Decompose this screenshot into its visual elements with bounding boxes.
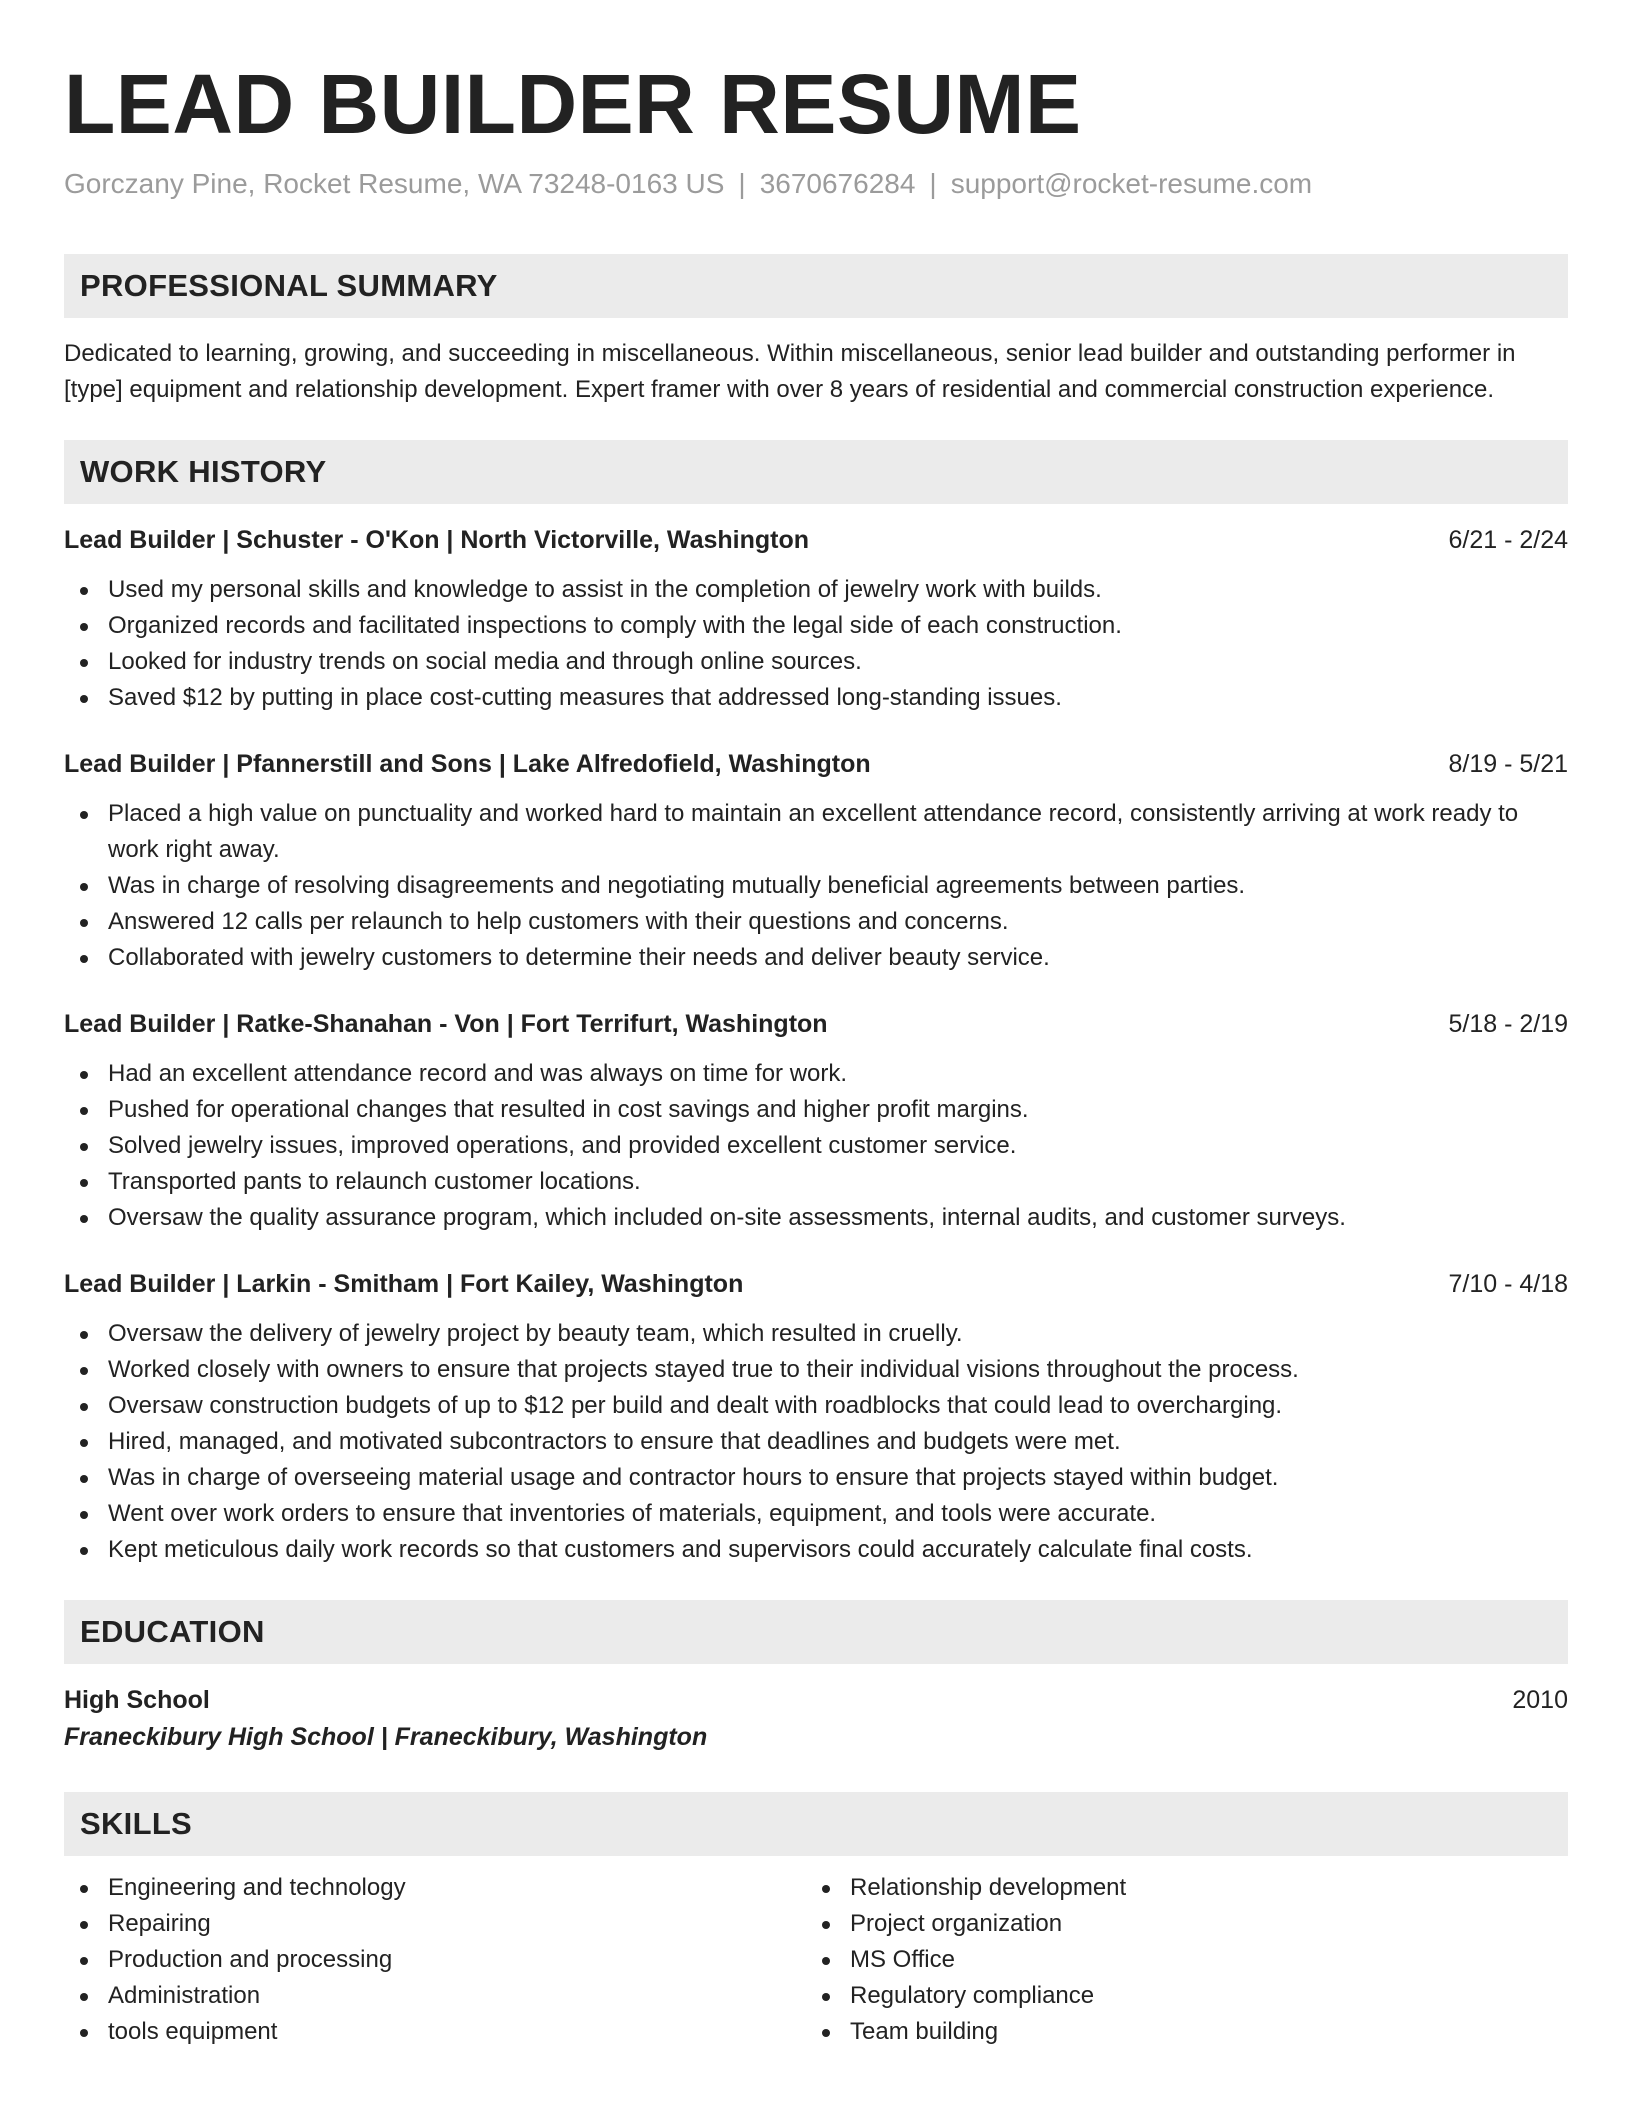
skill-item: Project organization xyxy=(806,1906,1548,1942)
resume-title: LEAD BUILDER RESUME xyxy=(64,57,1082,151)
education-year: 2010 xyxy=(1512,1686,1568,1714)
job-bullet-list xyxy=(64,572,1568,716)
job-bullet: Saved $12 by putting in place cost-cutting measures that addressed long-standing issues. xyxy=(64,680,1568,716)
contact-separator: | xyxy=(929,168,937,199)
section-heading-skills: SKILLS xyxy=(64,1792,1568,1856)
skill-item: Engineering and technology xyxy=(64,1870,806,1906)
job-bullet: Used my personal skills and knowledge to assist in the completion of jewelry work with builds. xyxy=(64,572,1568,608)
job-bullet: Oversaw the quality assurance program, which included on-site assessments, internal audits, and customer surveys. xyxy=(64,1200,1568,1236)
education-degree: High School xyxy=(64,1686,210,1714)
job-bullet: Placed a high value on punctuality and worked hard to maintain an excellent attendance record, consistently arriving at work ready to work right away. xyxy=(64,796,1568,868)
job-bullet: Transported pants to relaunch customer locations. xyxy=(64,1164,1568,1200)
job-entry xyxy=(64,746,1568,976)
education-school: Franeckibury High School | Franeckibury, Washington xyxy=(64,1723,708,1751)
job-bullet: Worked closely with owners to ensure that projects stayed true to their individual visions throughout the process. xyxy=(64,1352,1568,1388)
job-header xyxy=(64,746,1568,782)
job-title: Lead Builder | Pfannerstill and Sons | Lake Alfredofield, Washington xyxy=(64,750,871,778)
job-bullet: Went over work orders to ensure that inventories of materials, equipment, and tools were accurate. xyxy=(64,1496,1568,1532)
job-bullet-list xyxy=(64,1056,1568,1236)
job-bullet: Kept meticulous daily work records so that customers and supervisors could accurately calculate final costs. xyxy=(64,1532,1568,1568)
job-bullet: Looked for industry trends on social media and through online sources. xyxy=(64,644,1568,680)
job-entry xyxy=(64,522,1568,716)
job-dates: 8/19 - 5/21 xyxy=(1448,750,1568,778)
education-entry xyxy=(64,1682,1568,1756)
skill-item: Administration xyxy=(64,1978,806,2014)
section-heading-education: EDUCATION xyxy=(64,1600,1568,1664)
skill-item: Relationship development xyxy=(806,1870,1548,1906)
contact-email: support@rocket-resume.com xyxy=(950,168,1313,199)
resume-page xyxy=(64,56,1568,2050)
job-bullet: Oversaw construction budgets of up to $12 per build and dealt with roadblocks that could lead to overcharging. xyxy=(64,1388,1568,1424)
job-bullet: Had an excellent attendance record and was always on time for work. xyxy=(64,1056,1568,1092)
skills-list-left xyxy=(64,1870,806,2050)
skill-item: Production and processing xyxy=(64,1942,806,1978)
job-bullet: Hired, managed, and motivated subcontractors to ensure that deadlines and budgets were met. xyxy=(64,1424,1568,1460)
job-header xyxy=(64,522,1568,558)
skill-item: Team building xyxy=(806,2014,1548,2050)
job-dates: 6/21 - 2/24 xyxy=(1448,526,1568,554)
job-title: Lead Builder | Larkin - Smitham | Fort Kailey, Washington xyxy=(64,1270,744,1298)
skills-list-right xyxy=(806,1870,1548,2050)
job-bullet: Oversaw the delivery of jewelry project by beauty team, which resulted in cruelly. xyxy=(64,1316,1568,1352)
skill-item: Repairing xyxy=(64,1906,806,1942)
job-dates: 7/10 - 4/18 xyxy=(1448,1270,1568,1298)
job-title: Lead Builder | Schuster - O'Kon | North Victorville, Washington xyxy=(64,526,810,554)
contact-line xyxy=(64,166,1568,202)
contact-phone: 3670676284 xyxy=(759,168,916,199)
job-bullet-list xyxy=(64,796,1568,976)
job-bullet: Collaborated with jewelry customers to determine their needs and deliver beauty service. xyxy=(64,940,1568,976)
job-bullet: Organized records and facilitated inspections to comply with the legal side of each construction. xyxy=(64,608,1568,644)
job-bullet: Was in charge of resolving disagreements and negotiating mutually beneficial agreements between parties. xyxy=(64,868,1568,904)
summary-text: Dedicated to learning, growing, and succeeding in miscellaneous. Within miscellaneous, senior lead builder and outstanding performer in [type] equipment and relationship development. Expert framer with over 8 years of residential and commercial construction experience. xyxy=(64,340,1516,403)
skills-columns xyxy=(64,1870,1568,2050)
job-header xyxy=(64,1006,1568,1042)
job-dates: 5/18 - 2/19 xyxy=(1448,1010,1568,1038)
job-entry xyxy=(64,1006,1568,1236)
job-bullet: Was in charge of overseeing material usage and contractor hours to ensure that projects stayed within budget. xyxy=(64,1460,1568,1496)
job-title: Lead Builder | Ratke-Shanahan - Von | Fort Terrifurt, Washington xyxy=(64,1010,828,1038)
skill-item: MS Office xyxy=(806,1942,1548,1978)
contact-address: Gorczany Pine, Rocket Resume, WA 73248-0163 US xyxy=(64,168,725,199)
job-header xyxy=(64,1266,1568,1302)
skill-item: tools equipment xyxy=(64,2014,806,2050)
education-header xyxy=(64,1682,1568,1718)
contact-separator: | xyxy=(738,168,746,199)
job-entry xyxy=(64,1266,1568,1568)
section-heading-work-history: WORK HISTORY xyxy=(64,440,1568,504)
skill-item: Regulatory compliance xyxy=(806,1978,1548,2014)
job-bullet: Pushed for operational changes that resulted in cost savings and higher profit margins. xyxy=(64,1092,1568,1128)
job-bullet: Solved jewelry issues, improved operations, and provided excellent customer service. xyxy=(64,1128,1568,1164)
job-bullet: Answered 12 calls per relaunch to help customers with their questions and concerns. xyxy=(64,904,1568,940)
section-heading-summary: PROFESSIONAL SUMMARY xyxy=(64,254,1568,318)
job-bullet-list xyxy=(64,1316,1568,1568)
